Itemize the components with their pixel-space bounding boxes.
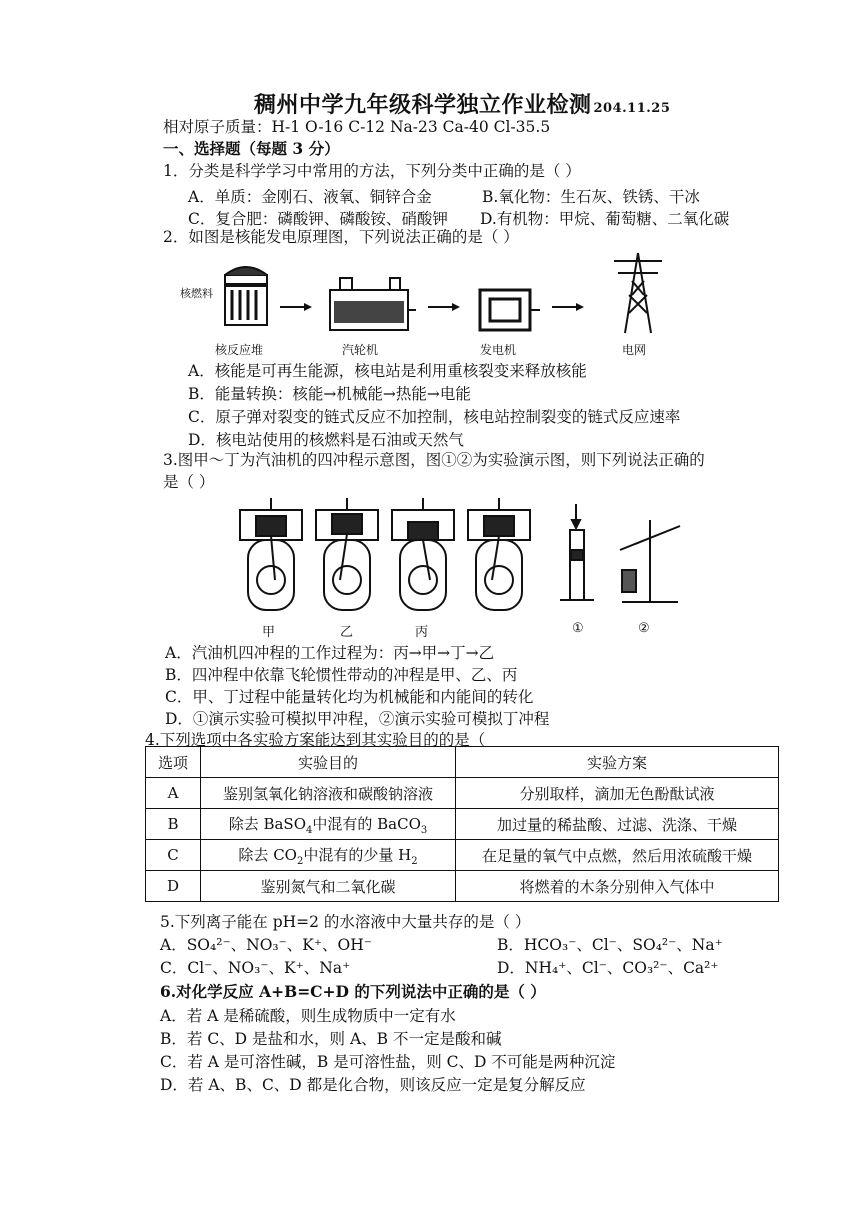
reactor-icon (225, 267, 267, 325)
q2-option-b: B．能量转换：核能→机械能→热能→电能 (188, 385, 471, 403)
q2-stem: 2．如图是核能发电原理图，下列说法正确的是（ ） (163, 228, 519, 246)
q3-option-c: C．甲、丁过程中能量转化均为机械能和内能间的转化 (165, 688, 534, 706)
q6-stem: 6.对化学反应 A+B=C+D 的下列说法中正确的是（ ） (160, 982, 546, 1001)
row-goal: 除去 BaSO$_4$中混有的 BaCO$_3$ (201, 809, 456, 840)
q3-stem-line2: 是（ ） (163, 473, 215, 491)
table-header-row (146, 747, 779, 778)
label-jia: 甲 (262, 625, 276, 640)
fuel-label: 核燃料 (180, 287, 213, 300)
row-plan: 在足量的氧气中点燃，然后用浓硫酸干燥 (456, 840, 779, 871)
engine-strokes-diagram (230, 490, 690, 620)
experiment-table (145, 746, 779, 902)
q5-option-d: D．NH₄⁺、Cl⁻、CO₃²⁻、Ca²⁺ (497, 959, 719, 977)
q6-option-b: B．若 C、D 是盐和水，则 A、B 不一定是酸和碱 (160, 1030, 502, 1048)
row-goal: 鉴别氮气和二氧化碳 (201, 871, 456, 902)
table-row (146, 871, 779, 902)
experiment-2-icon (620, 520, 680, 602)
header-option: 选项 (146, 747, 201, 778)
label-generator: 发电机 (480, 343, 517, 357)
q1-option-b: B.氧化物：生石灰、铁锈、干冰 (482, 188, 700, 206)
label-bing: 丙 (415, 625, 429, 640)
engine-jia-icon (240, 498, 302, 610)
experiment-1-icon (560, 504, 594, 600)
atomic-masses: 相对原子质量：H-1 O-16 C-12 Na-23 Ca-40 Cl-35.5 (163, 118, 551, 136)
q6-option-d: D．若 A、B、C、D 都是化合物，则该反应一定是复分解反应 (160, 1076, 586, 1094)
q2-option-a: A．核能是可再生能源，核电站是利用重核裂变来释放核能 (188, 362, 587, 380)
table-row (146, 778, 779, 809)
row-option: C (146, 840, 201, 871)
label-reactor: 核反应堆 (215, 343, 264, 357)
section-heading: 一、选择题（每题 3 分） (163, 139, 340, 158)
q1-option-c: C．复合肥：磷酸钾、磷酸铵、硝酸钾 (188, 210, 448, 228)
engine-ding-icon (468, 498, 530, 610)
q2-option-d: D．核电站使用的核燃料是石油或天然气 (188, 431, 464, 449)
table-row (146, 809, 779, 840)
row-option: D (146, 871, 201, 902)
arrowhead-2 (452, 303, 460, 311)
row-goal: 鉴别氢氧化钠溶液和碳酸钠溶液 (201, 778, 456, 809)
q6-option-a: A．若 A 是稀硫酸，则生成物质中一定有水 (160, 1007, 456, 1025)
q5-option-c: C．Cl⁻、NO₃⁻、K⁺、Na⁺ (160, 959, 351, 977)
exam-date: 204.11.25 (593, 101, 671, 116)
engine-bing-icon (392, 498, 454, 610)
q3-option-b: B．四冲程中依靠飞轮惯性带动的冲程是甲、乙、丙 (165, 666, 518, 684)
row-plan: 分别取样，滴加无色酚酞试液 (456, 778, 779, 809)
table-row (146, 840, 779, 871)
exam-title (254, 88, 670, 119)
engine-yi-icon (316, 498, 378, 610)
q3-option-d: D．①演示实验可模拟甲冲程，②演示实验可模拟丁冲程 (165, 710, 550, 728)
power-grid-tower-icon (614, 253, 662, 333)
row-plan: 将燃着的木条分别伸入气体中 (456, 871, 779, 902)
header-goal: 实验目的 (201, 747, 456, 778)
generator-icon (480, 290, 540, 330)
q1-option-d: D.有机物：甲烷、葡萄糖、二氧化碳 (480, 210, 730, 228)
q5-option-b: B．HCO₃⁻、Cl⁻、SO₄²⁻、Na⁺ (497, 936, 723, 954)
arrowhead-3 (576, 303, 584, 311)
label-grid: 电网 (622, 343, 647, 357)
q6-option-c: C．若 A 是可溶性碱，B 是可溶性盐，则 C、D 不可能是两种沉淀 (160, 1053, 616, 1071)
label-exp2: ② (638, 621, 650, 636)
row-goal: 除去 $CO_2$中混有的少量 $H_2$ (201, 840, 456, 871)
q2-option-c: C．原子弹对裂变的链式反应不加控制，核电站控制裂变的链式反应速率 (188, 408, 681, 426)
q3-stem-line1: 3.图甲～丁为汽油机的四冲程示意图，图①②为实验演示图，则下列说法正确的 (163, 451, 705, 469)
label-turbine: 汽轮机 (342, 343, 379, 357)
row-option: B (146, 809, 201, 840)
q3-option-a: A．汽油机四冲程的工作过程为：丙→甲→丁→乙 (165, 644, 495, 662)
turbine-icon (330, 278, 416, 330)
q4-stem: 4.下列选项中各实验方案能达到其实验目的的是（ (145, 731, 486, 749)
row-plan: 加过量的稀盐酸、过滤、洗涤、干燥 (456, 809, 779, 840)
q5-option-a: A．SO₄²⁻、NO₃⁻、K⁺、OH⁻ (160, 936, 372, 954)
label-exp1: ① (572, 621, 584, 636)
arrowhead-1 (304, 303, 312, 311)
nuclear-power-diagram (180, 245, 680, 353)
label-yi: 乙 (340, 625, 354, 640)
q1-option-a: A．单质：金刚石、液氧、铜锌合金 (188, 188, 432, 206)
q5-stem: 5.下列离子能在 pH=2 的水溶液中大量共存的是（ ） (160, 913, 531, 931)
title-text: 稠州中学九年级科学独立作业检测 (254, 92, 592, 118)
q1-stem: 1．分类是科学学习中常用的方法，下列分类中正确的是（ ） (163, 162, 581, 180)
row-option: A (146, 778, 201, 809)
header-plan: 实验方案 (456, 747, 779, 778)
